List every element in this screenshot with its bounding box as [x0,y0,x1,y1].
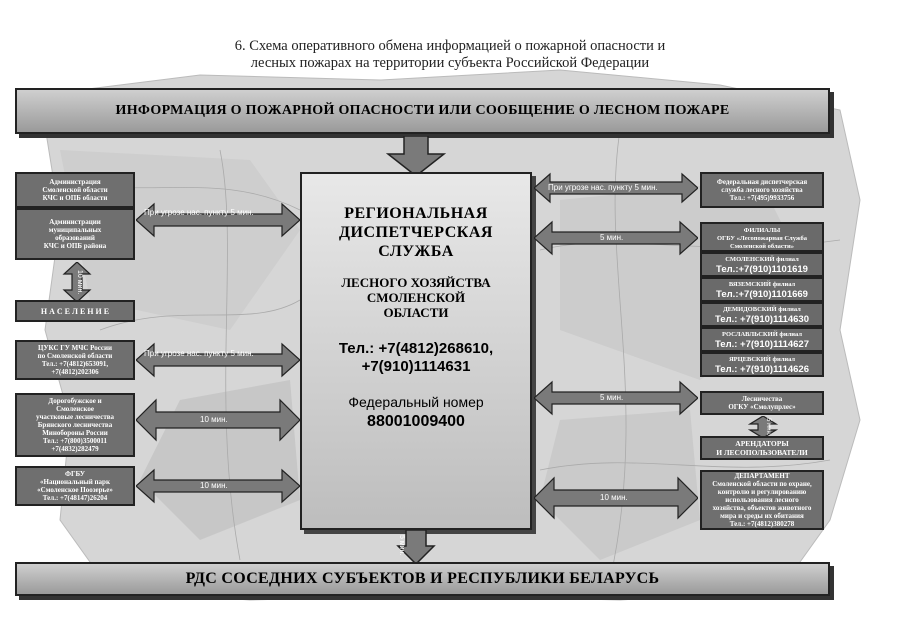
arrow-label-filials: 5 мин. [600,233,624,242]
mchs-box: ЦУКС ГУ МЧС России по Смоленской области Тел.: +7(4812)653091, +7(4812)202306 [15,340,135,380]
branch-demidov: ДЕМИДОВСКИЙ филиал Тел.: +7(910)1114630 [700,302,824,327]
center-federal-label: Федеральный номер [348,394,484,410]
right-arrows [534,170,698,530]
vertical-arrow-tenants [748,416,778,438]
arrow-label-mchs: При угрозе нас. пункту 5 мин. [144,349,254,358]
arrow-label-bottom: 5 мин. [398,535,405,556]
title-line-1: 6. Схема оперативного обмена информацией о пожарной опасности и [234,38,666,54]
arrow-label-department: 10 мин. [600,493,628,502]
admin-municipal-box: Администрации муниципальных образований КЧС и ОПБ района [15,208,135,260]
top-banner: ИНФОРМАЦИЯ О ПОЖАРНОЙ ОПАСНОСТИ ИЛИ СООБЩЕНИЕ О ЛЕСНОМ ПОЖАРЕ [15,88,830,134]
filials-header-box: ФИЛИАЛЫ ОГБУ «Лесопожарная Служба Смоленской области» [700,222,824,252]
center-sub-2: СМОЛЕНСКОЙ [366,290,466,305]
arrow-label-federal: При угрозе нас. пункту 5 мин. [548,183,658,192]
center-federal-number: 88001009400 [367,413,465,430]
left-arrows [136,170,300,520]
branch-vyazma: ВЯЗЕМСКИЙ филиал Тел.:+7(910)1101669 [700,277,824,302]
dorogobuzh-box: Дорогобужское и Смоленское участковые лесничества Брянского лесничества Минобороны России Тел.: +7(800)3500011 +7(4832)282479 [15,393,135,457]
arrow-label-forestry: 5 мин. [600,393,624,402]
center-tel-1: Тел.: +7(4812)268610, [338,340,494,357]
department-box: ДЕПАРТАМЕНТ Смоленской области по охране, контролю и регулированию использования лесного хозяйства, объектов животного мира и среды их обитания Тел.: +7(4812)380278 [700,470,824,530]
arrow-label-admin: При угрозе нас. пункту 5 мин. [144,208,254,217]
branch-yartsevo: ЯРЦЕВСКИЙ филиал Тел.: +7(910)1114626 [700,352,824,377]
arrow-label-park: 10 мин. [200,481,228,490]
federal-service-box: Федеральная диспетчерская служба лесного хозяйства Тел.: +7(495)9933756 [700,172,824,208]
tenants-box: АРЕНДАТОРЫ И ЛЕСОПОЛЬЗОВАТЕЛИ [700,436,824,460]
bottom-banner: РДС СОСЕДНИХ СУБЪЕКТОВ И РЕСПУБЛИКИ БЕЛАРУСЬ [15,562,830,596]
down-arrow-top [386,136,446,176]
regional-dispatch-service [300,172,532,530]
center-line-1: РЕГИОНАЛЬНАЯ [344,205,488,222]
branch-smolensk: СМОЛЕНСКИЙ филиал Тел.:+7(910)1101619 [700,252,824,277]
title-line-2: лесных пожарах на территории субъекта Российской Федерации [250,55,650,71]
arrow-label-dorogobuzh: 10 мин. [200,415,228,424]
diagram-title [150,38,750,72]
center-sub-1: ЛЕСНОГО ХОЗЯЙСТВА [341,275,491,290]
branch-roslavl: РОСЛАВЛЬСКИЙ филиал Тел.: +7(910)1114627 [700,327,824,352]
forestry-box: Лесничества ОГКУ «Смолупрлес» [700,391,824,415]
population-box: Н А С Е Л Е Н И Е [15,300,135,322]
arrow-label-tenants: 5 мин. [765,418,771,436]
center-line-2: ДИСПЕТЧЕРСКАЯ [339,224,493,241]
center-sub-3: ОБЛАСТИ [383,305,449,320]
center-tel-2: +7(910)1114631 [361,358,471,375]
arrow-label-population: 10 мин. [76,270,83,295]
national-park-box: ФГБУ «Национальный парк «Смоленское Поозерье» Тел.: +7(48147)26204 [15,466,135,506]
admin-region-box: Администрация Смоленской области КЧС и ОПБ области [15,172,135,208]
center-line-3: СЛУЖБА [378,243,454,260]
